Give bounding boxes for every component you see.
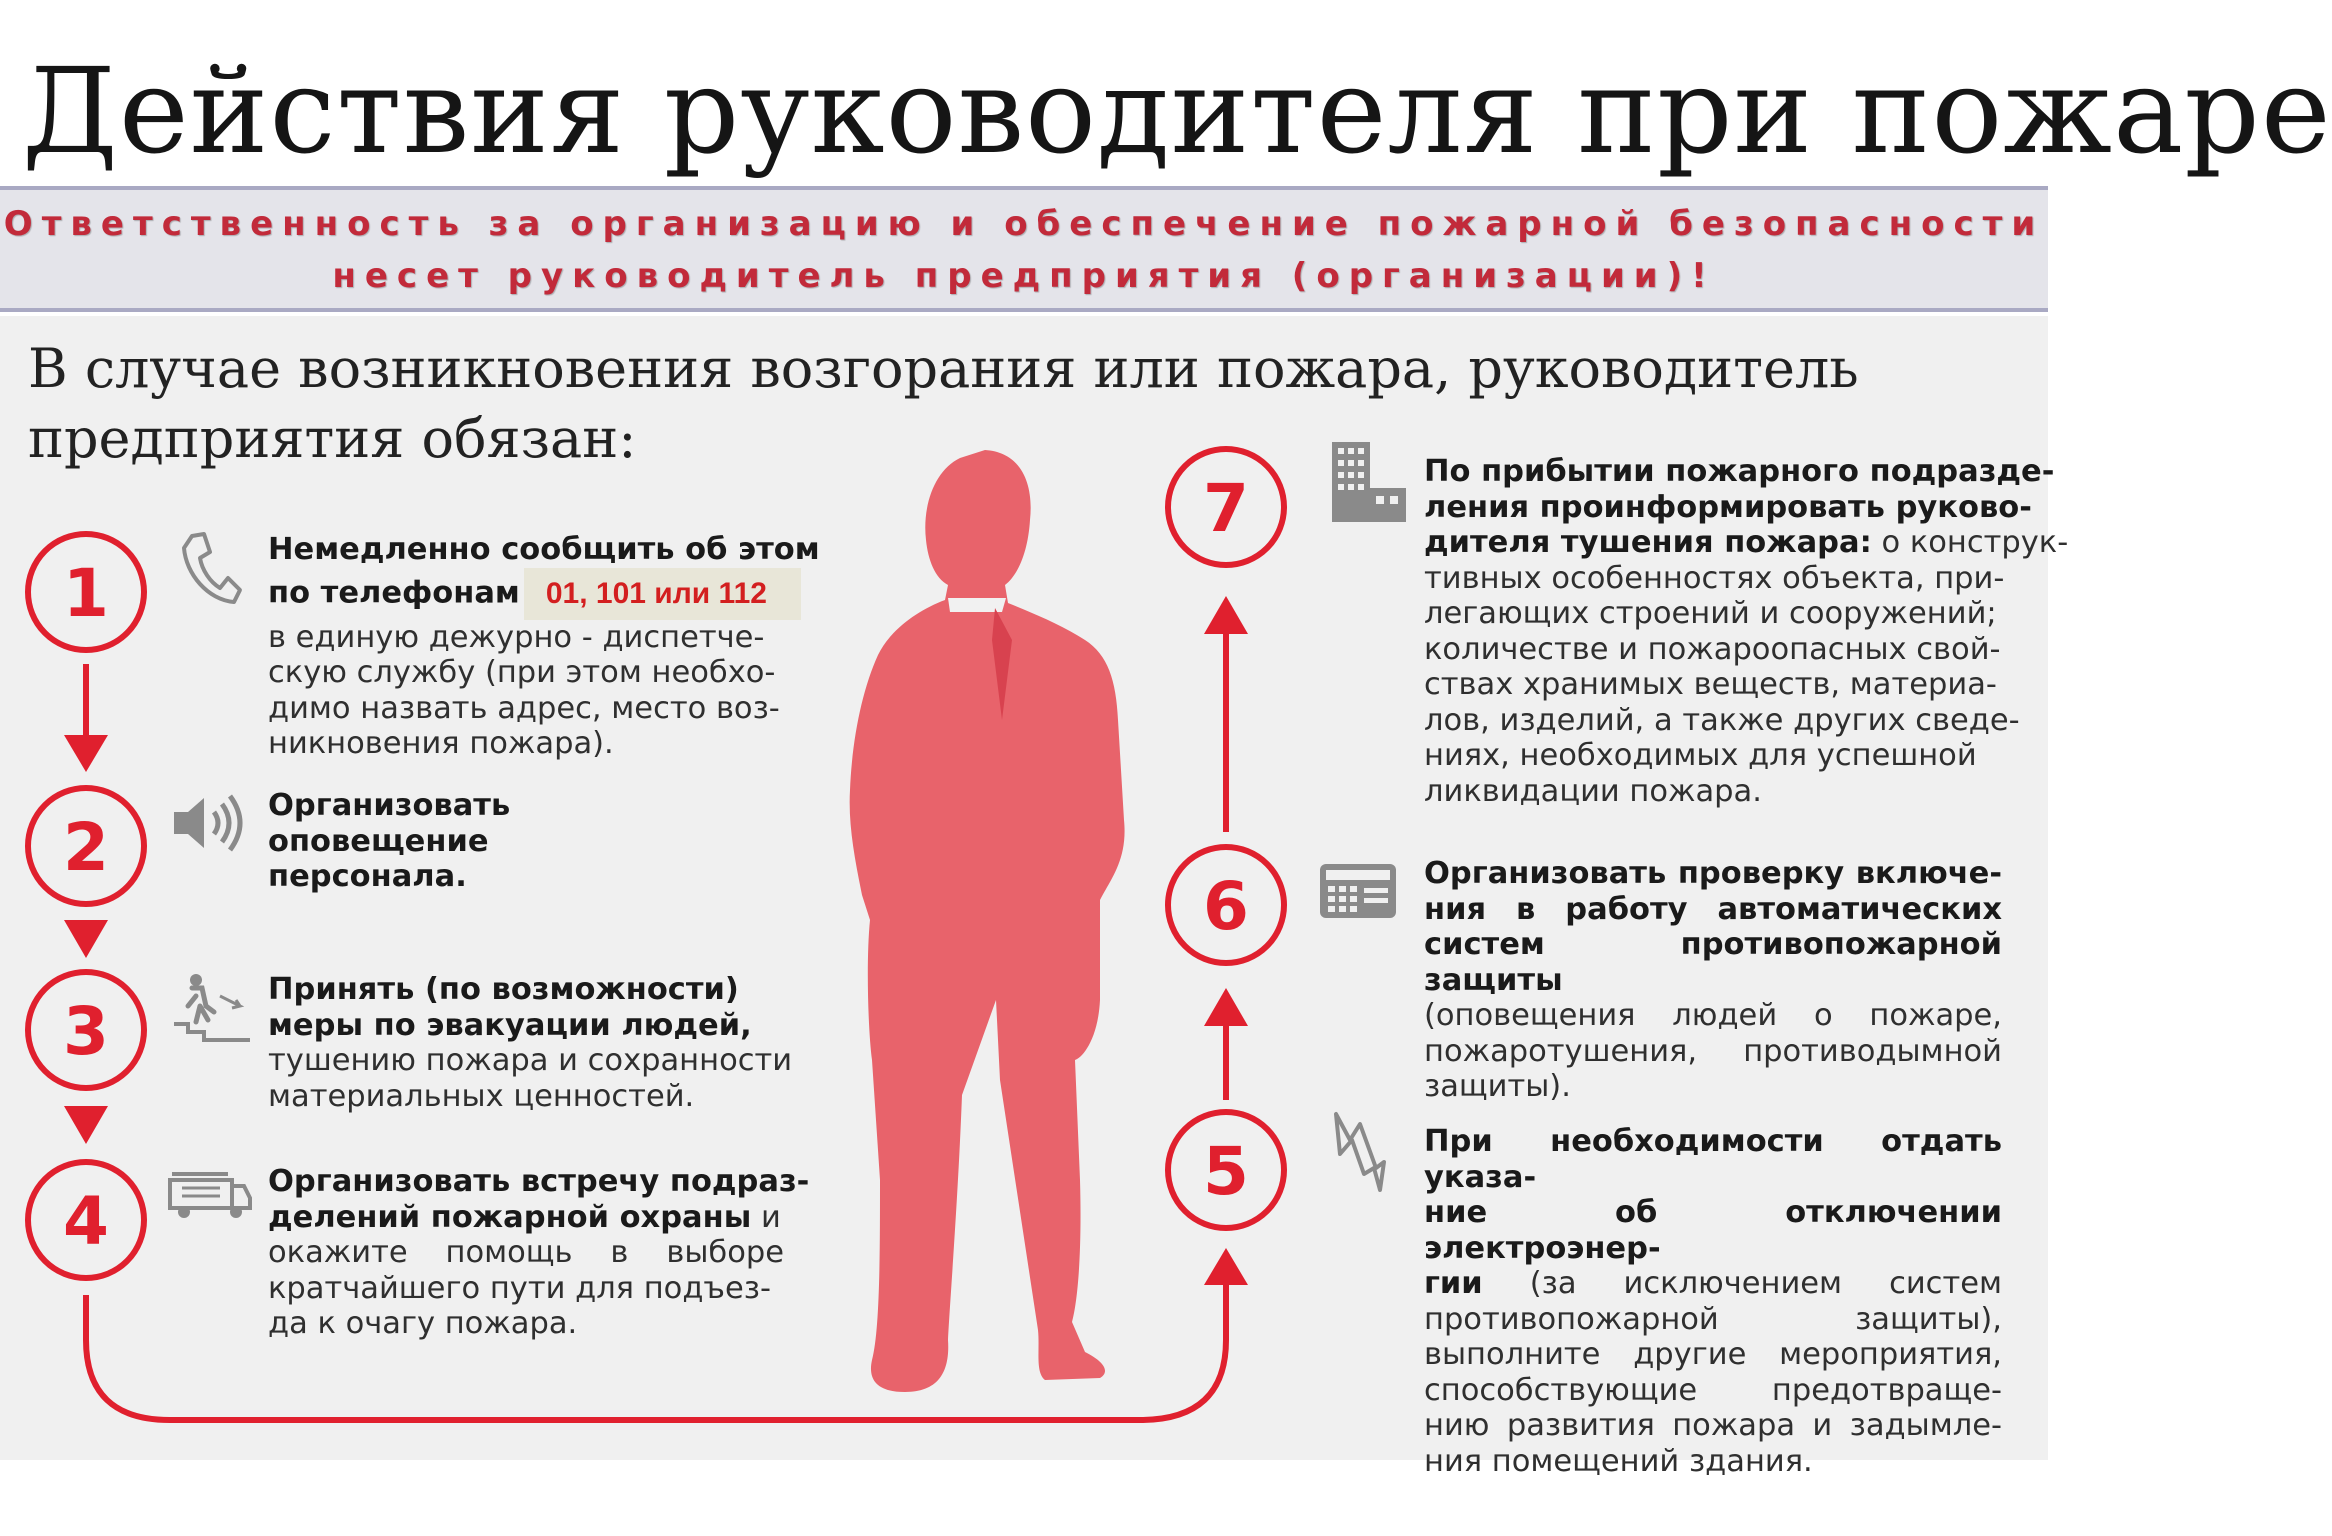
step-5-line-7: нию развития пожара и задымле- <box>1424 1408 2002 1443</box>
evacuation-icon <box>170 972 252 1044</box>
step-2-line-2: оповещение <box>268 823 489 859</box>
step-7-line-6: количестве и пожароопасных свой- <box>1424 631 2001 667</box>
step-6-text <box>1424 856 2002 1105</box>
step-7-line-2: ления проинформировать руково- <box>1424 489 2032 525</box>
step-6-line-1: Организовать проверку включе- <box>1424 856 2002 891</box>
emergency-phone-numbers: 01, 101 или 112 <box>524 568 801 620</box>
step-7-line-5: легающих строений и сооружений; <box>1424 596 1997 631</box>
step-6-number: 6 <box>1203 868 1249 945</box>
step-4-line-2-bold: делений пожарной охраны <box>268 1199 752 1235</box>
step-3-line-2: меры по эвакуации людей, <box>268 1007 752 1043</box>
step-2-text <box>268 788 688 895</box>
step-7-number: 7 <box>1203 470 1249 547</box>
step-3-number: 3 <box>63 993 109 1070</box>
step-1-line-3: в единую дежурно - диспетче- <box>268 619 765 655</box>
step-3-line-1: Принять (по возможности) <box>268 972 739 1007</box>
step-1-bold-line-1: Немедленно сообщить об этом <box>268 532 820 567</box>
step-7-text <box>1424 454 2069 809</box>
step-5-line-4: противопожарной защиты), <box>1424 1301 2002 1337</box>
step-4-line-4: кратчайшего пути для подъез- <box>268 1270 771 1306</box>
step-6-line-3: систем противопожарной защиты <box>1424 927 2002 998</box>
step-3-text <box>268 972 828 1114</box>
step-5-line-3-bold: гии <box>1424 1266 1483 1301</box>
step-1-line-4: скую службу (при этом необхо- <box>268 655 776 690</box>
step-5-line-5: выполните другие мероприятия, <box>1424 1337 2002 1372</box>
step-6-line-5: пожаротушения, противодымной <box>1424 1033 2002 1069</box>
step-7-line-4: тивных особенностях объекта, при- <box>1424 560 2005 596</box>
step-4-text <box>268 1164 810 1342</box>
step-1-number: 1 <box>63 555 109 632</box>
step-7-line-3: о конструк- <box>1871 525 2069 560</box>
step-5-line-3: (за исключением систем <box>1482 1266 2002 1301</box>
step-4-line-1: Организовать встречу подраз- <box>268 1164 810 1199</box>
phone-icon <box>178 530 242 606</box>
control-panel-icon <box>1318 862 1398 920</box>
building-icon <box>1328 440 1408 524</box>
step-7-line-1: По прибытии пожарного подразде- <box>1424 454 2055 489</box>
step-5-line-6: способствующие предотвраще- <box>1424 1372 2002 1408</box>
step-7-line-10: ликвидации пожара. <box>1424 773 1762 809</box>
page-title: Действия руководителя при пожаре <box>22 42 2332 180</box>
step-7-line-9: ниях, необходимых для успешной <box>1424 738 1977 773</box>
lightning-icon <box>1330 1110 1386 1194</box>
step-2-line-1: Организовать <box>268 788 511 823</box>
manager-silhouette <box>850 450 1125 1392</box>
step-3-line-4: материальных ценностей. <box>268 1078 695 1114</box>
step-7-line-8: лов, изделий, а также других сведе- <box>1424 702 2020 738</box>
speaker-icon <box>170 790 246 856</box>
step-5-text <box>1424 1124 2002 1479</box>
step-1-line-6: никновения пожара). <box>268 726 614 761</box>
step-4-number: 4 <box>63 1183 109 1260</box>
intro-line-2: предприятия обязан: <box>28 407 637 470</box>
step-6-line-4: (оповещения людей о пожаре, <box>1424 998 2002 1033</box>
fire-truck-icon <box>168 1170 252 1220</box>
step-1-bold-line-2: по телефонам <box>268 575 520 610</box>
step-2-number: 2 <box>63 809 109 886</box>
step-5-line-1: При необходимости отдать указа- <box>1424 1124 2002 1195</box>
step-4-line-2: и <box>751 1199 781 1235</box>
banner-line-1: Ответственность за организацию и обеспечение пожарной безопасности <box>3 204 2045 244</box>
step-6-line-2: ния в работу автоматических <box>1424 891 2002 927</box>
step-5-line-2: ние об отключении электроэнер- <box>1424 1195 2002 1266</box>
step-4-line-3: окажите помощь в выборе <box>268 1235 784 1270</box>
step-1-text <box>268 532 828 762</box>
step-4-line-5: да к очагу пожара. <box>268 1306 578 1341</box>
step-1-line-5: димо назвать адрес, место воз- <box>268 690 780 726</box>
step-7-line-7: ствах хранимых веществ, материа- <box>1424 667 1997 702</box>
banner-line-2: несет руководитель предприятия (организации)! <box>332 256 1716 296</box>
step-7-line-3-bold: дителя тушения пожара: <box>1424 525 1872 560</box>
intro-line-1: В случае возникновения возгорания или пожара, руководитель <box>28 337 1859 400</box>
step-5-number: 5 <box>1203 1133 1249 1210</box>
step-5-line-8: ния помещений здания. <box>1424 1443 1813 1479</box>
step-3-line-3: тушению пожара и сохранности <box>268 1043 793 1078</box>
step-6-line-6: защиты). <box>1424 1069 1571 1104</box>
step-2-line-3: персонала. <box>268 859 467 894</box>
